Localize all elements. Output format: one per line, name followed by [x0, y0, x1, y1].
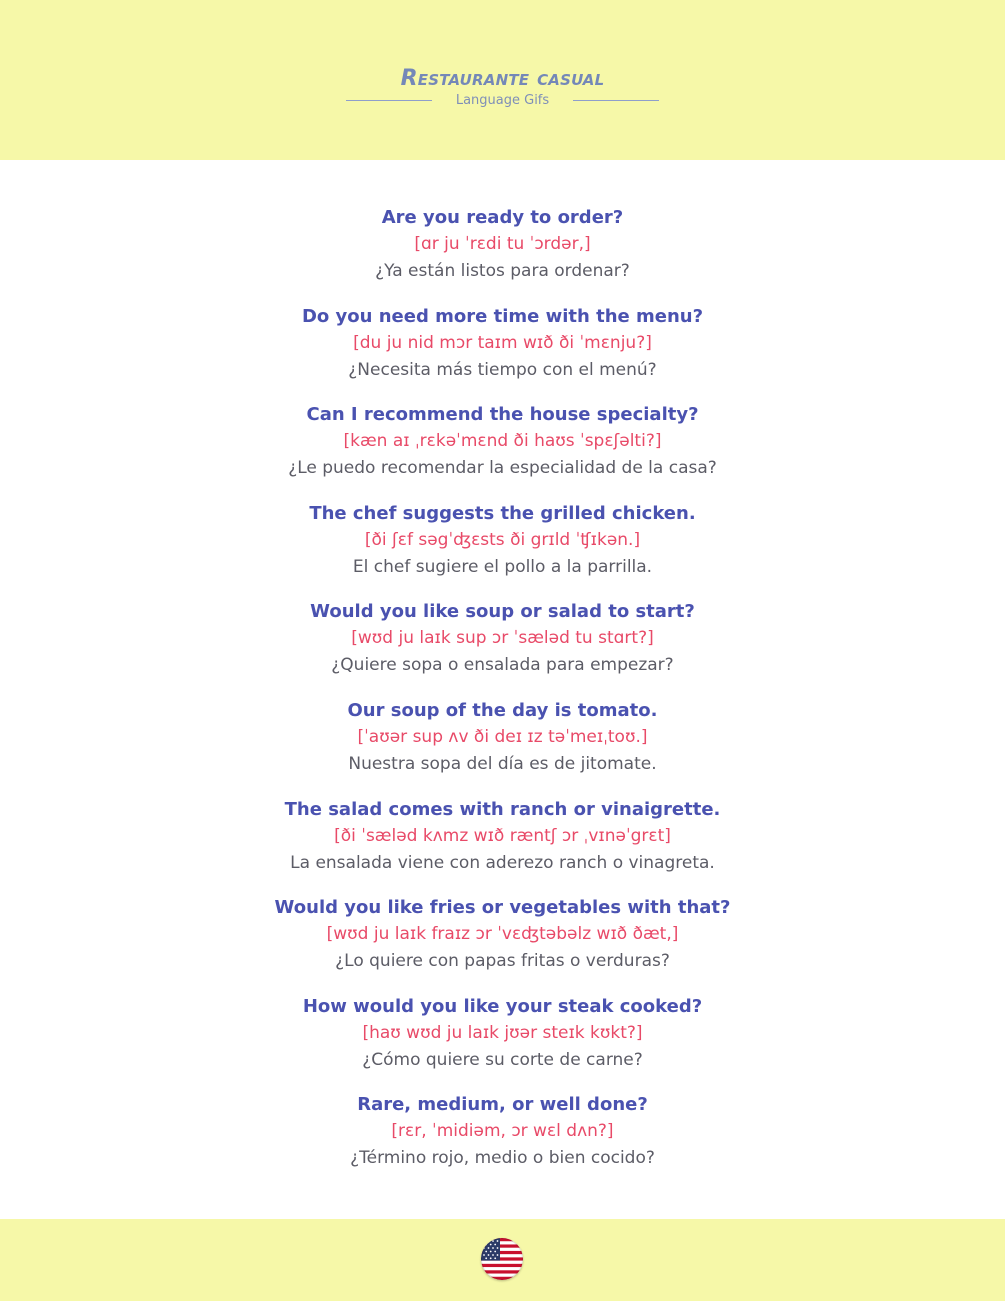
english-phrase: The chef suggests the grilled chicken.: [309, 502, 696, 524]
subtitle-row: [0, 91, 1005, 109]
ipa-transcription: [wʊd ju laɪk fraɪz ɔr ˈvɛʤtəbəlz wɪð ðæt,]: [326, 924, 679, 945]
phrase-item: [0, 599, 1005, 698]
spanish-translation: ¿Ya están listos para ordenar?: [375, 261, 630, 281]
page-subtitle: Language Gifs: [455, 92, 550, 108]
ipa-transcription: [ɑr ju ˈrɛdi tu ˈɔrdər,]: [414, 234, 591, 254]
ipa-transcription: [ˈaʊər sup ʌv ði deɪ ɪz təˈmeɪˌtoʊ.]: [357, 726, 648, 747]
english-phrase: Would you like soup or salad to start?: [310, 601, 695, 623]
spanish-translation: ¿Quiere sopa o ensalada para empezar?: [331, 655, 674, 676]
ipa-transcription: [ði ʃɛf səgˈʤɛsts ði grɪld ˈʧɪkən.]: [364, 529, 641, 550]
ipa-transcription: [wʊd ju laɪk sup ɔr ˈsæləd tu stɑrt?]: [351, 628, 654, 649]
phrase-item: [0, 1092, 1005, 1191]
spanish-translation: El chef sugiere el pollo a la parrilla.: [352, 556, 653, 577]
spanish-translation: ¿Necesita más tiempo con el menú?: [348, 359, 657, 380]
phrase-item: [0, 797, 1005, 896]
ipa-transcription: [rɛr, ˈmidiəm, ɔr wɛl dʌn?]: [391, 1121, 614, 1142]
phrase-item: [0, 501, 1005, 600]
english-phrase: Rare, medium, or well done?: [357, 1094, 648, 1116]
phrase-item: [0, 304, 1005, 403]
ipa-transcription: [du ju nid mɔr taɪm wɪð ði ˈmɛnju?]: [353, 332, 652, 353]
phrase-item: [0, 205, 1005, 304]
spanish-translation: ¿Término rojo, medio o bien cocido?: [350, 1148, 655, 1169]
spanish-translation: ¿Cómo quiere su corte de carne?: [362, 1049, 643, 1070]
english-phrase: Would you like fries or vegetables with that?: [274, 897, 731, 919]
footer-band: [0, 1219, 1005, 1301]
spanish-translation: ¿Lo quiere con papas fritas o verduras?: [335, 951, 670, 972]
ipa-transcription: [ði ˈsæləd kʌmz wɪð ræntʃ ɔr ˌvɪnəˈgrɛt]: [334, 825, 671, 846]
subtitle-rule-left: [346, 100, 432, 101]
us-flag-icon: [481, 1238, 523, 1280]
ipa-transcription: [kæn aɪ ˌrɛkəˈmɛnd ði haʊs ˈspɛʃəlti?]: [343, 431, 662, 452]
phrase-item: [0, 994, 1005, 1093]
english-phrase: Our soup of the day is tomato.: [347, 699, 658, 721]
spanish-translation: ¿Le puedo recomendar la especialidad de la casa?: [288, 458, 717, 479]
english-phrase: Do you need more time with the menu?: [301, 305, 704, 327]
header-band: [0, 0, 1005, 160]
phrase-item: [0, 698, 1005, 797]
subtitle-rule-right: [573, 100, 659, 101]
english-phrase: Can I recommend the house specialty?: [306, 404, 699, 426]
phrase-item: [0, 895, 1005, 994]
phrase-item: [0, 402, 1005, 501]
english-phrase: The salad comes with ranch or vinaigrette.: [284, 798, 721, 820]
english-phrase: How would you like your steak cooked?: [302, 995, 703, 1017]
spanish-translation: La ensalada viene con aderezo ranch o vinagreta.: [290, 852, 715, 873]
phrase-list: [0, 205, 1005, 1191]
page-title: Restaurante casual: [400, 66, 605, 91]
english-phrase: Are you ready to order?: [381, 207, 624, 228]
ipa-transcription: [haʊ wʊd ju laɪk jʊər steɪk kʊkt?]: [362, 1022, 643, 1043]
spanish-translation: Nuestra sopa del día es de jitomate.: [348, 753, 657, 774]
